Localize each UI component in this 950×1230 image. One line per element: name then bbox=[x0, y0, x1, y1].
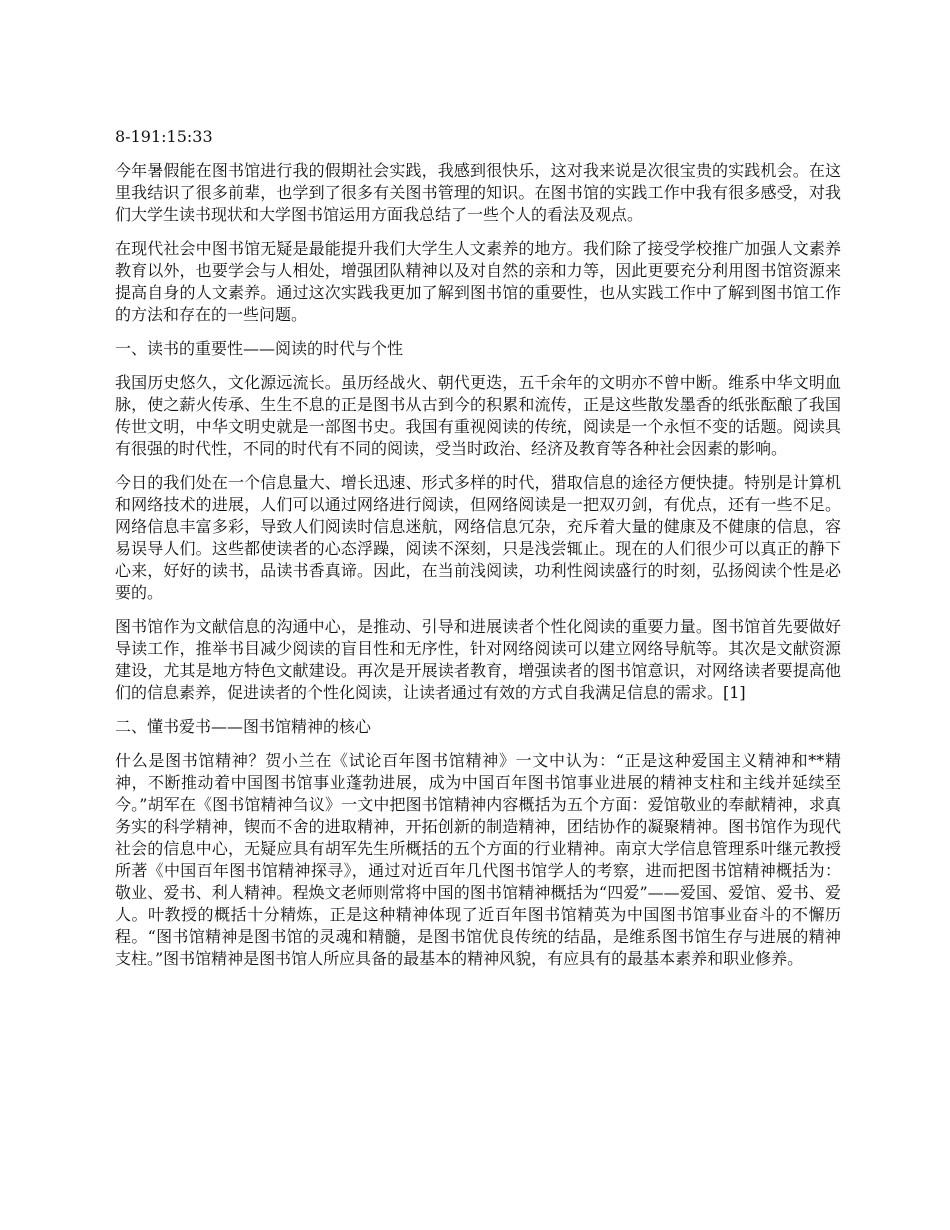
paragraph-information-age: 今日的我们处在一个信息量大、增长迅速、形式多样的时代，猎取信息的途径方便快捷。特别是计算机和网络技术的进展，人们可以通过网络进行阅读，但网络阅读是一把双刃剑，有优点，还有一些不足。网络信息丰富多彩，导致人们阅读时信息迷航，网络信息冗杂，充斥着大量的健康及不健康的信息，容易误导人们。这些都使读者的心态浮躁，阅读不深刻，只是浅尝辄止。现在的人们很少可以真正的静下心来，好好的读书，品读书香真谛。因此，在当前浅阅读，功利性阅读盛行的时刻，弘扬阅读个性是必要的。 bbox=[115, 473, 841, 602]
section-heading-1: 一、读书的重要性——阅读的时代与个性 bbox=[115, 339, 404, 358]
paragraph-intro: 今年暑假能在图书馆进行我的假期社会实践，我感到很快乐，这对我来说是次很宝贵的实践机会。在这里我结识了很多前辈，也学到了很多有关图书管理的知识。在图书馆的实践工作中我有很多感受，对我们大学生读书现状和大学图书馆运用方面我总结了一些个人的看法及观点。 bbox=[115, 161, 841, 224]
paragraph-library-role: 图书馆作为文献信息的沟通中心，是推动、引导和进展读者个性化阅读的重要力量。图书馆首先要做好导读工作，推举书目减少阅读的盲目性和无序性，针对网络阅读可以建立网络导航等。其次是文献资源建设，尤其是地方特色文献建设。再次是开展读者教育，增强读者的图书馆意识，对网络读者要提高他们的信息素养，促进读者的个性化阅读，让读者通过有效的方式自我满足信息的需求。[1] bbox=[115, 617, 841, 702]
document-page bbox=[115, 126, 841, 982]
paragraph-history: 我国历史悠久，文化源远流长。虽历经战火、朝代更迭，五千余年的文明亦不曾中断。维系中华文明血脉，使之薪火传承、生生不息的正是图书从古到今的积累和流传，正是这些散发墨香的纸张酝酿了我国传世文明，中华文明史就是一部图书史。我国有重视阅读的传统，阅读是一个永恒不变的话题。阅读具有很强的时代性，不同的时代有不同的阅读，受当时政治、经济及教育等各种社会因素的影响。 bbox=[115, 373, 841, 458]
paragraph-library-spirit: 什么是图书馆精神？贺小兰在《试论百年图书馆精神》一文中认为：“正是这种爱国主义精神和**精神，不断推动着中国图书馆事业蓬勃进展，成为中国百年图书馆事业进展的精神支柱和主线并延续至今。”胡军在《图书馆精神刍议》一文中把图书馆精神内容概括为五个方面：爱馆敬业的奉献精神，求真务实的科学精神，锲而不舍的进取精神，开拓创新的制造精神，团结协作的凝聚精神。图书馆作为现代社会的信息中心，无疑应具有胡军先生所概括的五个方面的行业精神。南京大学信息管理系叶继元教授所著《中国百年图书馆精神探寻》，通过对近百年几代图书馆学人的考察，进而把图书馆精神概括为：敬业、爱书、利人精神。程焕文老师则常将中国的图书馆精神概括为“四爱”——爱国、爱馆、爱书、爱人。叶教授的概括十分精炼，正是这种精神体现了近百年图书馆精英为中国图书馆事业奋斗的不懈历程。“图书馆精神是图书馆的灵魂和精髓，是图书馆优良传统的结晶，是维系图书馆生存与进展的精神支柱。”图书馆精神是图书馆人所应具备的最基本的精神风貌，有应具有的最基本素养和职业修养。 bbox=[115, 751, 841, 968]
document-timestamp: 8-191:15:33 bbox=[115, 127, 213, 146]
section-heading-2: 二、懂书爱书——图书馆精神的核心 bbox=[115, 717, 372, 736]
paragraph-modern-society: 在现代社会中图书馆无疑是最能提升我们大学生人文素养的地方。我们除了接受学校推广加强人文素养教育以外，也要学会与人相处，增强团队精神以及对自然的亲和力等，因此更要充分利用图书馆资源来提高自身的人文素养。通过这次实践我更加了解到图书馆的重要性，也从实践工作中了解到图书馆工作的方法和存在的一些问题。 bbox=[115, 239, 841, 324]
